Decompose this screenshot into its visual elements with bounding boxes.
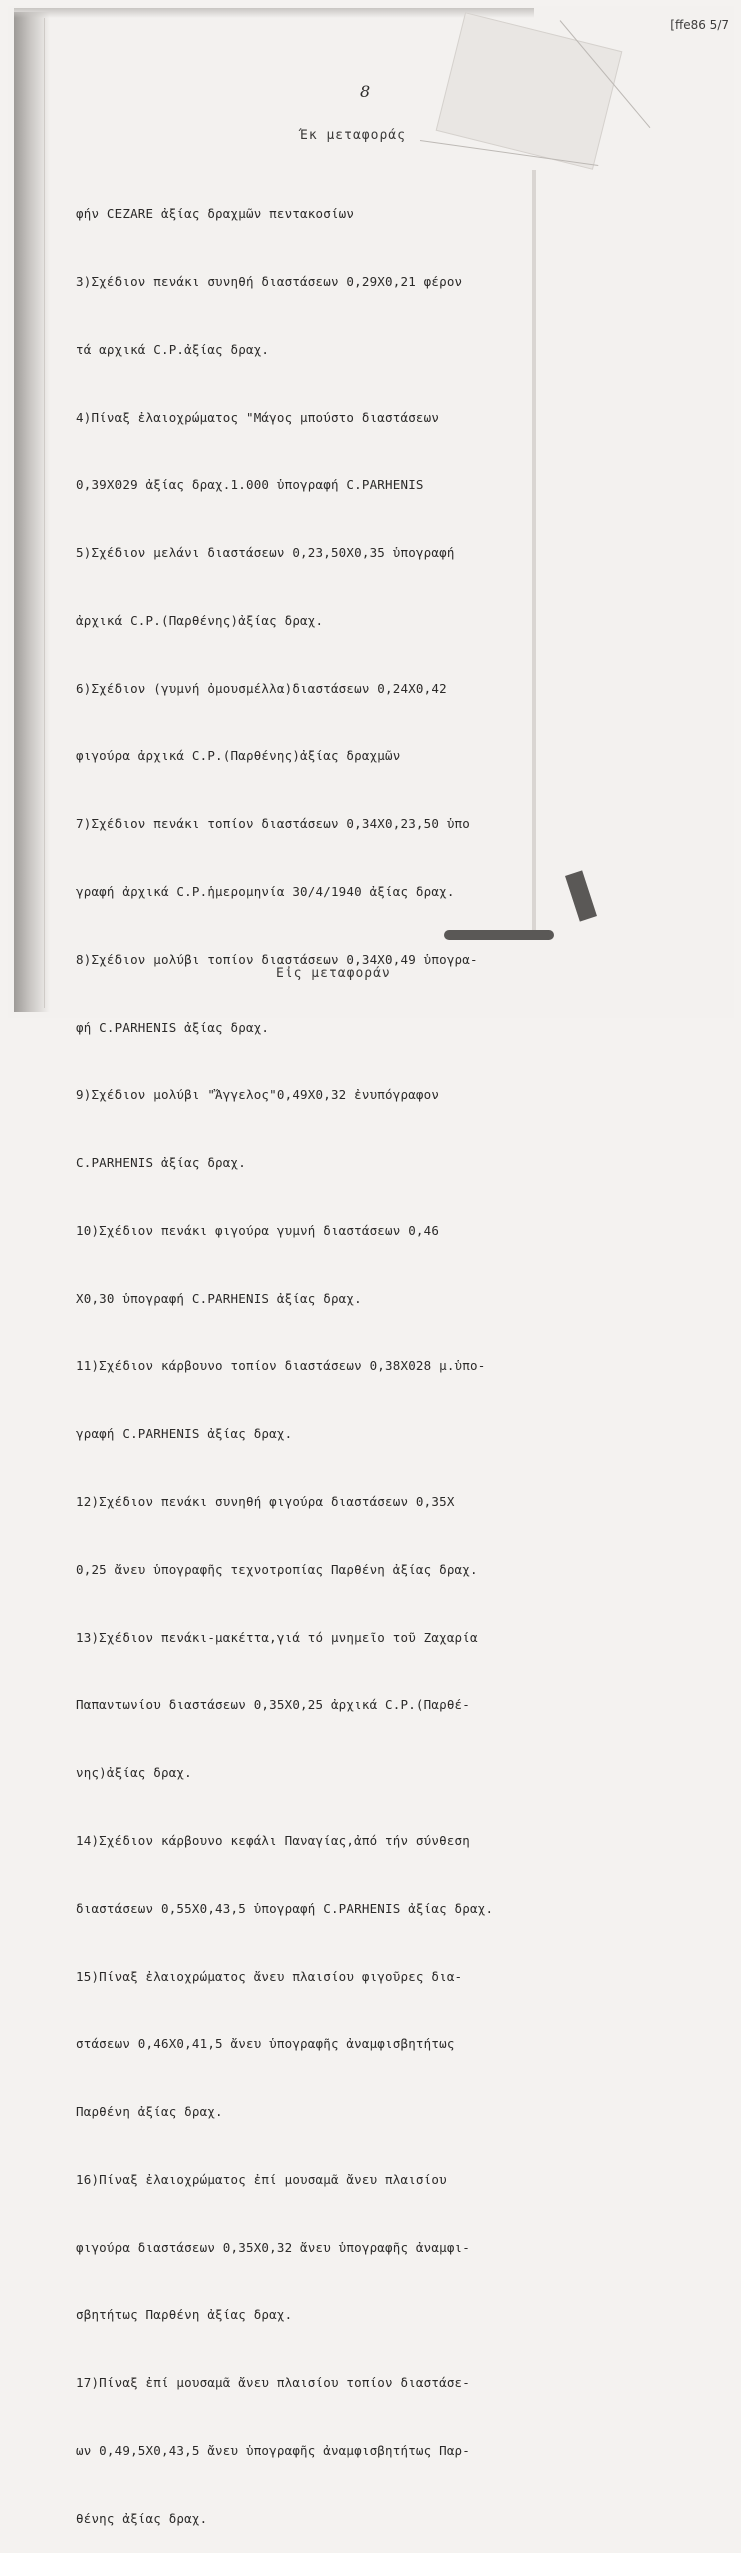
text-line: 11)Σχέδιον κάρβουνο τοπίον διαστάσεων 0,38Χ028 μ.ὑπο- xyxy=(76,1358,486,1374)
text-line: 15)Πίναξ ἐλαιοχρώματος ἄνευ πλαισίου φιγοῦρες δια- xyxy=(76,1968,463,1984)
text-line: 16)Πίναξ ἐλαιοχρώματος ἐπί μουσαμᾶ ἄνευ πλαισίου xyxy=(76,2171,447,2187)
carry-forward-footer: Εἰς μεταφοράν xyxy=(276,966,391,981)
text-line: σβητήτως Παρθένη ἀξίας δραχ. xyxy=(76,2307,293,2323)
text-line: φήν CEZARE ἀξίας δραχμῶν πεντακοσίων xyxy=(76,206,355,222)
page-number: 8 xyxy=(360,82,371,101)
text-line: 5)Σχέδιον μελάνι διαστάσεων 0,23,50Χ0,35 ὑπογραφή xyxy=(76,545,455,561)
page-top-edge xyxy=(14,8,534,18)
text-line: ἀρχικά C.P.(Παρθένης)ἀξίας δραχ. xyxy=(76,612,324,628)
archive-stamp: [ffe86 5/7 xyxy=(670,18,729,32)
text-line: φιγούρα ἀρχικά C.P.(Παρθένης)ἀξίας δραχμῶν xyxy=(76,748,401,764)
text-line: ων 0,49,5Χ0,43,5 ἄνευ ὑπογραφῆς ἀναμφισβητήτως Παρ- xyxy=(76,2442,471,2458)
text-line: C.PARHENIS ἀξίας δραχ. xyxy=(76,1155,246,1171)
text-line: φιγούρα διαστάσεων 0,35Χ0,32 ἄνευ ὑπογραφῆς ἀναμφι- xyxy=(76,2239,471,2255)
text-line: στάσεων 0,46Χ0,41,5 ἄνευ ὑπογραφῆς ἀναμφισβητήτως xyxy=(76,2036,455,2052)
page-left-edge xyxy=(44,18,45,1008)
document-body xyxy=(76,158,536,2553)
text-line: Παρθένη ἀξίας δραχ. xyxy=(76,2104,223,2120)
text-line: 14)Σχέδιον κάρβουνο κεφάλι Παναγίας,ἀπό τήν σύνθεση xyxy=(76,1832,471,1848)
text-line: γραφή C.PARHENIS ἀξίας δραχ. xyxy=(76,1426,293,1442)
text-line: θένης ἀξίας δραχ. xyxy=(76,2510,208,2526)
text-line: νης)ἀξίας δραχ. xyxy=(76,1765,192,1781)
text-line: φή C.PARHENIS ἀξίας δραχ. xyxy=(76,1019,270,1035)
text-line: 0,25 ἄνευ ὑπογραφῆς τεχνοτροπίας Παρθένη ἀξίας δραχ. xyxy=(76,1561,478,1577)
text-line: 12)Σχέδιον πενάκι συνηθή φιγούρα διαστάσεων 0,35Χ xyxy=(76,1494,455,1510)
text-line: 9)Σχέδιον μολύβι "Ἄγγελος"0,49Χ0,32 ἐνυπόγραφον xyxy=(76,1087,440,1103)
text-line: γραφή ἀρχικά C.P.ἡμερομηνία 30/4/1940 ἀξίας δραχ. xyxy=(76,884,455,899)
text-line: 8)Σχέδιον μολύβι τοπίον διαστάσεων 0,34Χ0,49 ὑπογρα- xyxy=(76,951,478,967)
text-line: 0,39Χ029 ἀξίας δραχ.1.000 ὑπογραφή C.PARHENIS xyxy=(76,477,424,493)
text-line: 6)Σχέδιον (γυμνή ὀμουσμέλλα)διαστάσεων 0,24Χ0,42 xyxy=(76,680,447,696)
text-line: 4)Πίναξ ἐλαιοχρώματος "Μάγος μπούστο διαστάσεων xyxy=(76,409,440,425)
text-line: 10)Σχέδιον πενάκι φιγούρα γυμνή διαστάσεων 0,46 xyxy=(76,1222,440,1238)
text-line: διαστάσεων 0,55Χ0,43,5 ὑπογραφή C.PARHENIS ἀξίας δραχ. xyxy=(76,1900,494,1916)
text-line: 3)Σχέδιον πενάκι συνηθή διαστάσεων 0,29Χ0,21 φέρον xyxy=(76,273,463,289)
text-line: τά αρχικά C.P.ἀξίας δραχ. xyxy=(76,341,270,357)
text-line: 17)Πίναξ ἐπί μουσαμᾶ ἄνευ πλαισίου τοπίον διαστάσε- xyxy=(76,2375,471,2391)
text-line: Παπαντωνίου διαστάσεων 0,35Χ0,25 ἀρχικά C.P.(Παρθέ- xyxy=(76,1697,471,1713)
carry-over-heading: Έκ μεταφοράς xyxy=(300,128,406,143)
text-line: 13)Σχέδιον πενάκι-μακέττα,γιά τό μνημεῖο τοῦ Ζαχαρία xyxy=(76,1629,478,1645)
text-line: Χ0,30 ὑπογραφή C.PARHENIS ἀξίας δραχ. xyxy=(76,1290,362,1306)
text-line: 7)Σχέδιον πενάκι τοπίον διαστάσεων 0,34Χ0,23,50 ὑπο xyxy=(76,816,471,832)
